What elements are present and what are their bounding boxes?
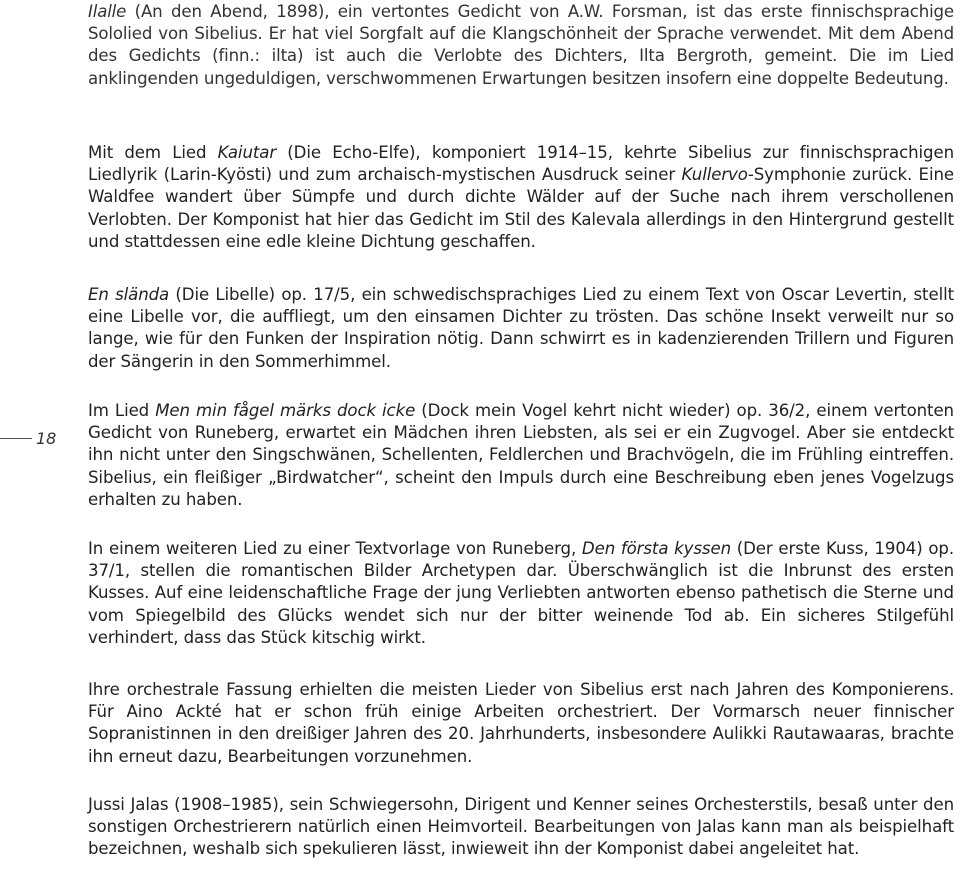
paragraph-den-forsta-kyssen [88,538,954,649]
work-title-kaiutar: Kaiutar [217,143,277,162]
paragraph-text: (Der erste Kuss, 1904) op. 37/1, stellen die romantischen Bilder Archetypen dar. Überschwänglich ist die Inbrunst des ersten Kusses. Auf eine leidenschaftliche Frage der jung Verliebten antworten ebenso pathetisch die Sterne und vom Spiegelbild des Glücks wendet sich nur der bitter weinende Tod ab. Ein sicheres Stilgefühl verhindert, dass das Stück kitschig wirkt. [88,539,955,647]
paragraph-orchestrale-fassung [88,679,954,768]
paragraph-text: (Die Libelle) op. 17/5, ein schwedischsprachiges Lied zu einem Text von Oscar Levertin, stellt eine Libelle vor, die auffliegt, um den einsamen Dichter zu trösten. Das schöne Insekt verweilt nur so lange, wie für den Funken der Inspiration nötig. Dann schwirrt es in kadenzierenden Trillern und Figuren der Sängerin in den Sommerhimmel. [88,285,954,371]
paragraph-kaiutar [88,142,954,253]
paragraph-men-min-fagel [88,400,954,511]
paragraph-text: (Die Echo-Elfe), komponiert 1914–15, kehrte Sibelius zur finnischsprachigen Liedlyrik (Larin-Kyösti) und zum archaisch-mystischen Ausdruck seiner [88,143,954,185]
paragraph-text: Ihre orchestrale Fassung erhielten die meisten Lieder von Sibelius erst nach Jahren des Komponierens. Für Aino Ackté hat er schon früh einige Arbeiten orchestriert. Der Vormarsch neuer finnischer Sopranistinnen in den dreißiger Jahren des 20. Jahrhunderts, insbesondere Aulikki Rautawaaras, brachte ihn erneut dazu, Bearbeitungen vorzunehmen. [88,680,954,766]
paragraph-text: Mit dem Lied [88,143,218,162]
work-title-ilalle: Ilalle [88,2,127,21]
paragraph-text: Jussi Jalas (1908–1985), sein Schwiegersohn, Dirigent und Kenner seines Orchesterstils, besaß unter den sonstigen Orchestrierern natürlich einen Heimvorteil. Bearbeitungen von Jalas kann man als beispielhaft bezeichnen, weshalb sich spekulieren lässt, inwieweit ihn der Komponist dabei angeleitet hat. [88,795,954,859]
paragraph-text: (An den Abend, 1898), ein vertontes Gedicht von A.W. Forsman, ist das erste finnischsprachige Sololied von Sibelius. Er hat viel Sorgfalt auf die Klangschönheit der Sprache verwendet. Mit dem Abend des Gedichts (finn.: ilta) ist auch die Verlobte des Dichters, Ilta Bergroth, gemeint. Die im Lied anklingenden ungeduldigen, verschwommenen Erwartungen besitzen insofern eine doppelte Bedeutung. [88,2,954,88]
paragraph-text: -Symphonie zurück. Eine Waldfee wandert über Sümpfe und durch dichte Wälder auf der Suche nach ihrem verschollenen Verlobten. Der Komponist hat hier das Gedicht im Stil des Kalevala allerdings in den Hintergrund gestellt und stattdessen eine edle kleine Dichtung geschaffen. [88,165,954,251]
work-title-den-forsta-kyssen: Den första kyssen [581,539,731,558]
paragraph-text: (Dock mein Vogel kehrt nicht wieder) op. 36/2, einem vertonten Gedicht von Runeberg, erwartet ein Mädchen ihren Liebsten, als sei er ein Zugvogel. Aber sie entdeckt ihn nicht unter den Singschwänen, Schellenten, Feldlerchen und Brachvögeln, die im Frühling eintreffen. Sibelius, ein fleißiger „Birdwatcher“, scheint den Impuls durch eine Beschreibung eben jenes Vogelzugs erhalten zu haben. [88,401,954,509]
paragraph-ilalle [88,1,954,90]
paragraph-jussi-jalas [88,794,954,861]
work-title-men-min-fagel: Men min fågel märks dock icke [155,401,416,420]
page-number-rule [0,438,32,439]
page-number: 18 [36,429,57,448]
work-title-kullervo: Kullervo [681,165,748,185]
paragraph-text: In einem weiteren Lied zu einer Textvorlage von Runeberg, [88,539,582,558]
paragraph-en-slanda [88,284,954,373]
paragraph-text: Im Lied [88,401,156,420]
work-title-en-slanda: En slända [88,285,170,304]
page-number-marker [0,430,70,450]
